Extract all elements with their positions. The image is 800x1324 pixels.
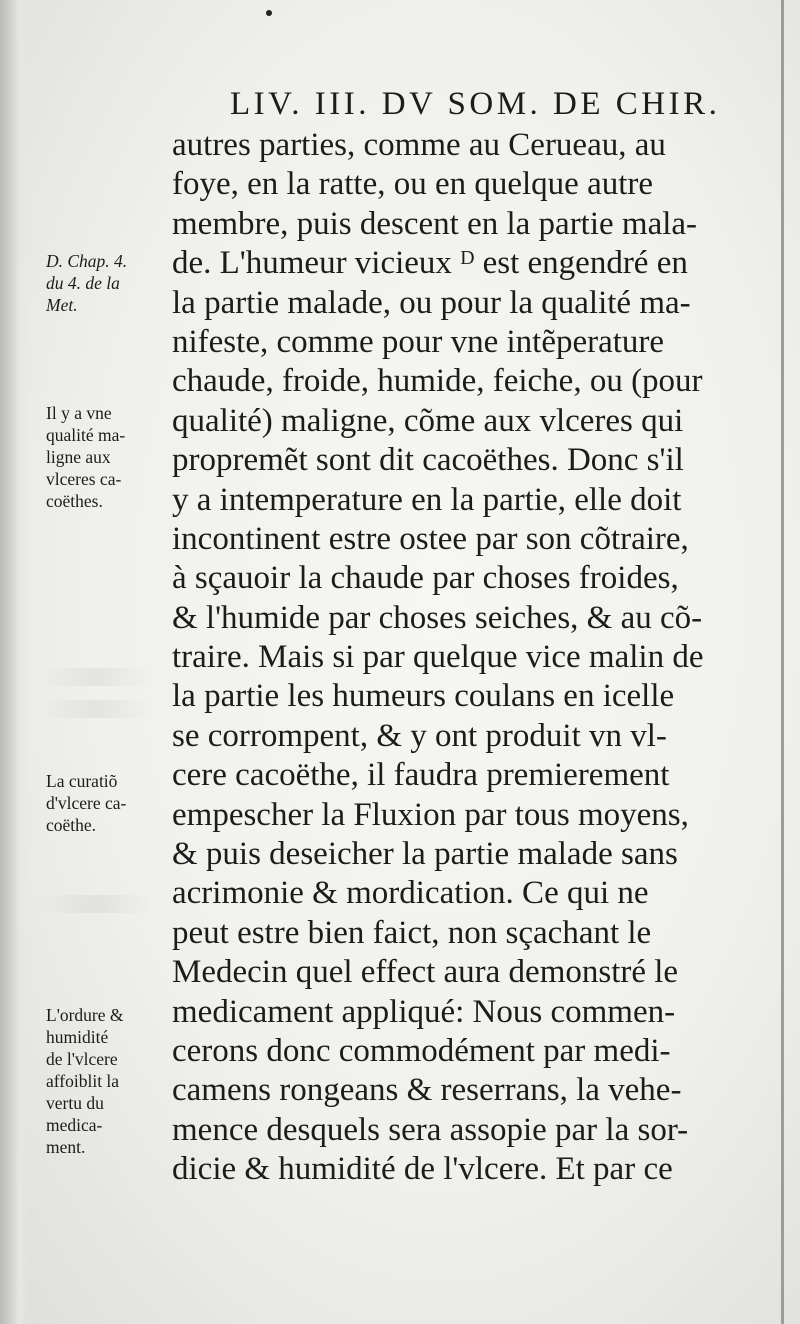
margin-note-line: affoiblit la — [46, 1071, 120, 1091]
text-line: membre, puis descent en la partie mala- — [172, 205, 698, 242]
bleed-through — [42, 700, 152, 718]
margin-note-line: coëthes. — [46, 491, 103, 511]
margin-note-cure — [46, 770, 170, 836]
text-line: chaude, froide, humide, feiche, ou (pour — [172, 363, 703, 400]
text-line: de. L'humeur vicieux ᴰ est engendré en — [172, 245, 688, 282]
margin-note-line: du 4. de la — [46, 273, 120, 293]
bleed-through — [42, 895, 152, 913]
text-line: la partie les humeurs coulans en icelle — [172, 678, 675, 715]
page-edge — [781, 0, 784, 1324]
margin-note-line: qualité ma- — [46, 425, 126, 445]
text-line: dicie & humidité de l'vlcere. Et par ce — [172, 1151, 673, 1188]
margin-note-line: vlceres ca- — [46, 469, 122, 489]
margin-note-line: humidité — [46, 1027, 109, 1047]
text-line: cerons donc commodément par medi- — [172, 1032, 671, 1069]
margin-note-line: ligne aux — [46, 447, 111, 467]
text-line: qualité) maligne, cõme aux vlceres qui — [172, 402, 684, 439]
margin-note-line: La curatiõ — [46, 771, 118, 791]
text-line: nifeste, comme pour vne intẽperature — [172, 323, 665, 360]
text-line: & puis deseicher la partie malade sans — [172, 836, 678, 873]
margin-note-line: L'ordure & — [46, 1005, 124, 1025]
ink-dot — [266, 10, 272, 16]
bleed-through — [42, 668, 152, 686]
running-head: LIV. III. DV SOM. DE CHIR. — [230, 86, 721, 122]
text-line: à sçauoir la chaude par choses froides, — [172, 560, 679, 597]
text-line: propremẽt sont dit cacoëthes. Donc s'il — [172, 442, 684, 479]
margin-note-line: Il y a vne — [46, 403, 112, 423]
margin-note-reference — [46, 250, 170, 316]
text-line: la partie malade, ou pour la qualité ma- — [172, 284, 691, 321]
text-line: cere cacoëthe, il faudra premierement — [172, 757, 670, 794]
text-line: & l'humide par choses seiches, & au cõ- — [172, 599, 703, 636]
text-line: autres parties, comme au Cerueau, au — [172, 127, 666, 163]
text-line: mence desquels sera assopie par la sor- — [172, 1111, 689, 1148]
text-line: traire. Mais si par quelque vice malin de — [172, 639, 704, 676]
text-line: Medecin quel effect aura demonstré le — [172, 954, 679, 991]
margin-note-line: vertu du — [46, 1093, 104, 1113]
text-line: incontinent estre ostee par son cõtraire, — [172, 520, 689, 557]
margin-note-line: Met. — [46, 295, 78, 315]
margin-note-filth-humidity — [46, 1004, 170, 1158]
margin-note-malignant-quality — [46, 402, 170, 512]
margin-note-line: D. Chap. 4. — [46, 251, 128, 271]
text-line: medicament appliqué: Nous commen- — [172, 993, 676, 1030]
margin-note-line: d'vlcere ca- — [46, 793, 127, 813]
text-line: empescher la Fluxion par tous moyens, — [172, 796, 689, 833]
text-line: se corrompent, & y ont produit vn vl- — [172, 717, 667, 754]
text-line: foye, en la ratte, ou en quelque autre — [172, 166, 654, 203]
text-line: acrimonie & mordication. Ce qui ne — [172, 875, 649, 912]
text-line: peut estre bien faict, non sçachant le — [172, 914, 652, 951]
gutter-shadow — [0, 0, 28, 1324]
margin-note-line: de l'vlcere — [46, 1049, 118, 1069]
body-text — [172, 126, 742, 1190]
margin-note-line: medica- — [46, 1115, 103, 1135]
margin-note-line: coëthe. — [46, 815, 97, 835]
text-line: camens rongeans & reserrans, la vehe- — [172, 1072, 682, 1109]
text-line: y a intemperature en la partie, elle doit — [172, 481, 682, 518]
margin-note-line: ment. — [46, 1137, 86, 1157]
